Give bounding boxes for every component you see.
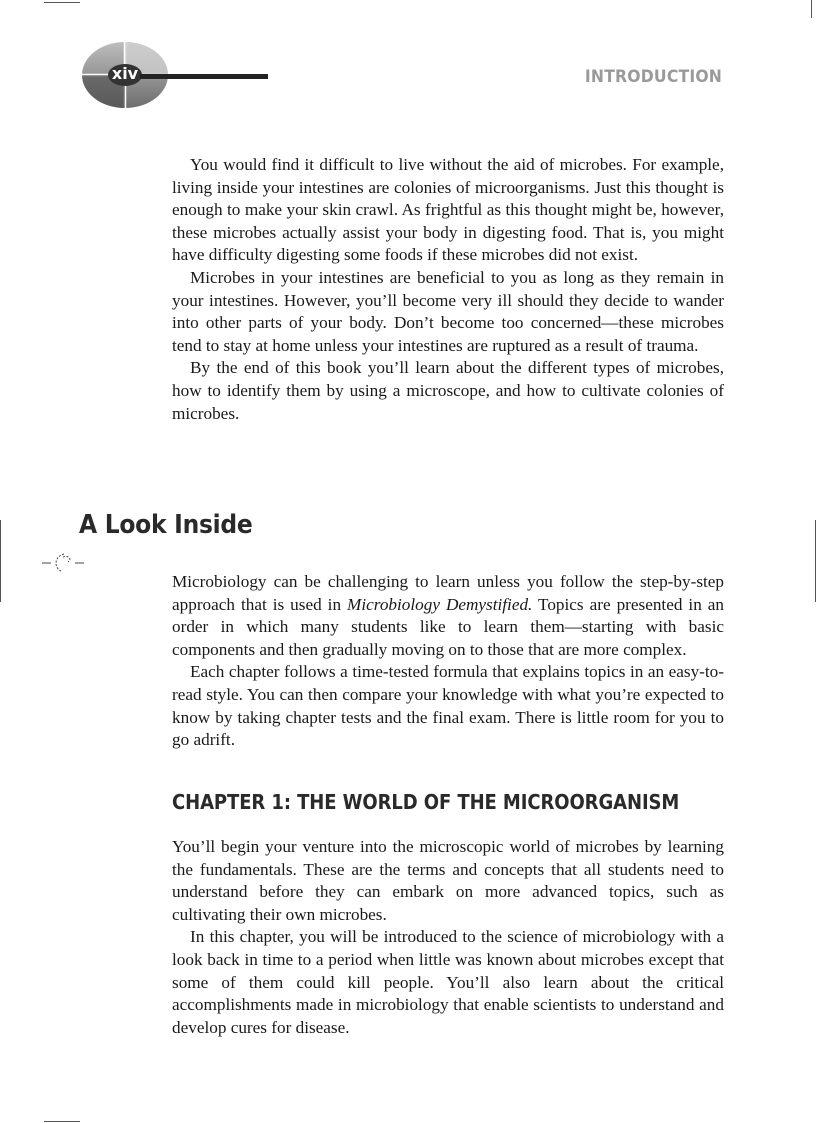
crop-mark-bottom-left (44, 1121, 80, 1122)
chapter-text (172, 836, 724, 1039)
paragraph: Microbes in your intestines are beneficial to you as long as they remain in your intestines. However, you’ll become very ill should they decide to wander into other parts of your body. Don’t become too concerned—these microbes tend to stay at home unless your intestines are ruptured as a result of trauma. (172, 267, 724, 355)
paragraph: By the end of this book you’ll learn about the different types of microbes, how to identify them by using a microscope, and how to cultivate colonies of microbes. (172, 358, 724, 423)
crop-mark-top-right (811, 0, 812, 18)
paragraph: In this chapter, you will be introduced to the science of microbiology with a look back in time to a period when little was known about microbes except that some of them could kill people. You’ll also learn about the critical accomplishments made in microbiology that enable scientists to understand and develop cures for disease. (172, 927, 724, 1037)
paragraph-text: Microbiology can be challenging to learn unless you follow the step-by-step approach that is used in (172, 572, 724, 614)
running-head: INTRODUCTION (584, 67, 722, 87)
chapter-heading: CHAPTER 1: THE WORLD OF THE MICROORGANISM (172, 790, 680, 814)
section-text (172, 571, 724, 752)
paragraph: You’ll begin your venture into the microscopic world of microbes by learning the fundamentals. These are the terms and concepts that all students need to understand before they can embark on more advanced topics, such as cultivating their own microbes. (172, 837, 724, 924)
section-heading: A Look Inside (79, 510, 253, 540)
crop-mark-top-left (44, 2, 80, 3)
paragraph: You would find it difficult to live without the aid of microbes. For example, living inside your intestines are colonies of microorganisms. Just this thought is enough to make your skin crawl. As frightful as this thought might be, however, these microbes actually assist your body in digesting food. That is, you might have difficulty digesting some foods if these microbes did not exist. (172, 155, 724, 265)
paragraph (172, 571, 724, 661)
crop-mark-left-middle (0, 520, 1, 602)
paragraph: Each chapter follows a time-tested formula that explains topics in an easy-to-read style. You can then compare your knowledge with what you’re expected to know by taking chapter tests and the final exam. There is little room for you to go adrift. (172, 662, 724, 750)
intro-text (172, 154, 724, 425)
book-title: Microbiology Demystified. (347, 594, 533, 614)
page-number: xiv (111, 64, 139, 83)
paragraph-text: Topics are presented in an order in which many students like to learn them—starting with basic components and then gradually moving on to those that are more complex. (172, 594, 724, 659)
section-ornament-icon (42, 551, 84, 575)
